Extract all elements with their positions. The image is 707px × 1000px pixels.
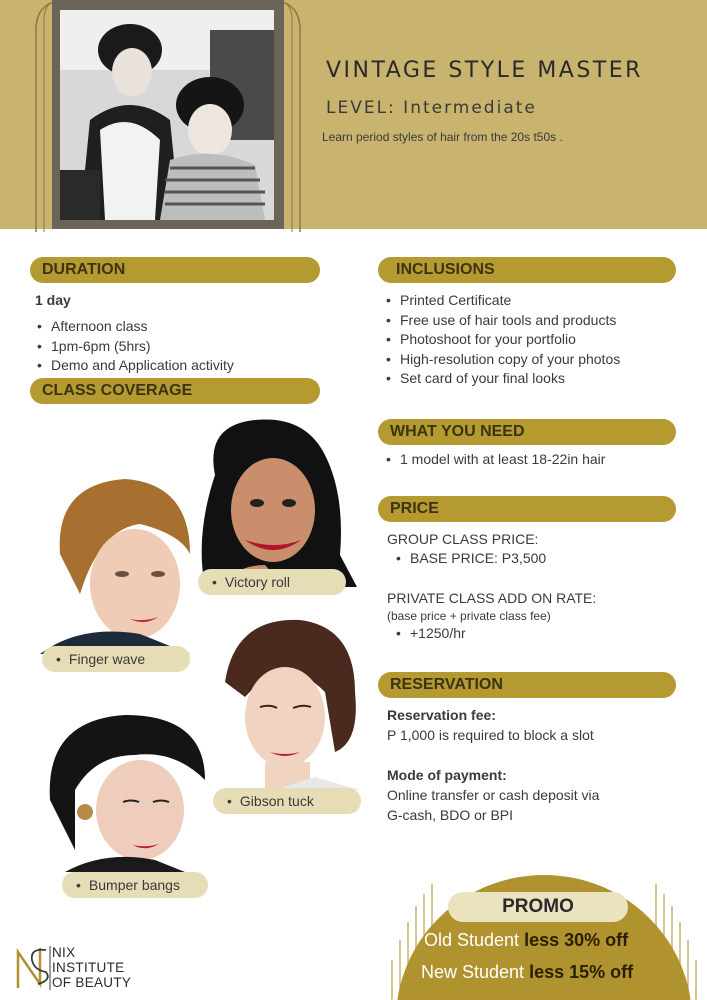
logo-line: INSTITUTE: [52, 960, 125, 975]
list-item: • Demo and Application activity: [35, 356, 234, 376]
logo-line: NIX: [52, 945, 76, 960]
vintage-salon-photo: [60, 10, 274, 220]
style-label-text: Bumper bangs: [88, 877, 180, 893]
payment-mode-line1: Online transfer or cash deposit via: [387, 787, 600, 803]
private-rate-list: [394, 624, 466, 644]
list-item: • Free use of hair tools and products: [384, 311, 620, 331]
list-item: • Set card of your final looks: [384, 369, 620, 389]
style-label-text: Victory roll: [224, 574, 290, 590]
group-price-label: GROUP CLASS PRICE:: [387, 531, 539, 547]
course-level: LEVEL: Intermediate: [326, 98, 537, 118]
reservation-fee-label: Reservation fee:: [387, 707, 496, 723]
course-title: VINTAGE STYLE MASTER: [326, 58, 643, 83]
list-item: • 1pm-6pm (5hrs): [35, 337, 234, 357]
course-tagline: Learn period styles of hair from the 20s t50s .: [322, 130, 563, 144]
list-item: • Afternoon class: [35, 317, 234, 337]
list-item: • +1250/hr: [394, 624, 466, 644]
style-label-victory-roll: • Victory roll: [198, 569, 346, 595]
duration-list: [35, 317, 234, 376]
promo-old-discount: less 30% off: [524, 930, 629, 950]
payment-mode-label: Mode of payment:: [387, 767, 507, 783]
bumper-bangs-portrait: [45, 710, 210, 872]
style-label-text: Gibson tuck: [239, 793, 314, 809]
style-label-bumper-bangs: • Bumper bangs: [62, 872, 208, 898]
class-coverage-heading: CLASS COVERAGE: [30, 378, 320, 404]
promo-heading: PROMO: [448, 892, 628, 922]
style-label-text: Finger wave: [68, 651, 146, 667]
finger-wave-portrait: [40, 474, 195, 654]
what-you-need-list: [384, 450, 605, 470]
reservation-fee-text: P 1,000 is required to block a slot: [387, 727, 594, 743]
victory-roll-portrait: [195, 415, 357, 587]
promo-new-student: [421, 962, 633, 983]
duration-heading: DURATION: [30, 257, 320, 283]
promo-old-prefix: Old Student: [424, 930, 520, 950]
private-rate-label: PRIVATE CLASS ADD ON RATE:: [387, 590, 597, 606]
inclusions-list: [384, 291, 620, 389]
reservation-heading: RESERVATION: [378, 672, 676, 698]
list-item: • 1 model with at least 18-22in hair: [384, 450, 605, 470]
promo-new-discount: less 15% off: [529, 962, 634, 982]
gibson-tuck-portrait: [215, 612, 360, 790]
group-price-list: [394, 549, 546, 569]
nix-logo-icon: [12, 944, 52, 990]
logo-line: OF BEAUTY: [52, 975, 132, 990]
promo-old-student: [424, 930, 628, 951]
promo-new-prefix: New Student: [421, 962, 525, 982]
list-item: • Printed Certificate: [384, 291, 620, 311]
what-you-need-heading: WHAT YOU NEED: [378, 419, 676, 445]
style-label-finger-wave: • Finger wave: [42, 646, 190, 672]
price-heading: PRICE: [378, 496, 676, 522]
logo-text: [52, 945, 131, 990]
style-label-gibson-tuck: • Gibson tuck: [213, 788, 361, 814]
list-item: • High-resolution copy of your photos: [384, 350, 620, 370]
list-item: • BASE PRICE: P3,500: [394, 549, 546, 569]
payment-mode-line2: G-cash, BDO or BPI: [387, 807, 514, 823]
inclusions-heading: INCLUSIONS: [378, 257, 676, 283]
duration-length: 1 day: [35, 292, 71, 308]
list-item: • Photoshoot for your portfolio: [384, 330, 620, 350]
private-rate-note: (base price + private class fee): [387, 609, 551, 623]
